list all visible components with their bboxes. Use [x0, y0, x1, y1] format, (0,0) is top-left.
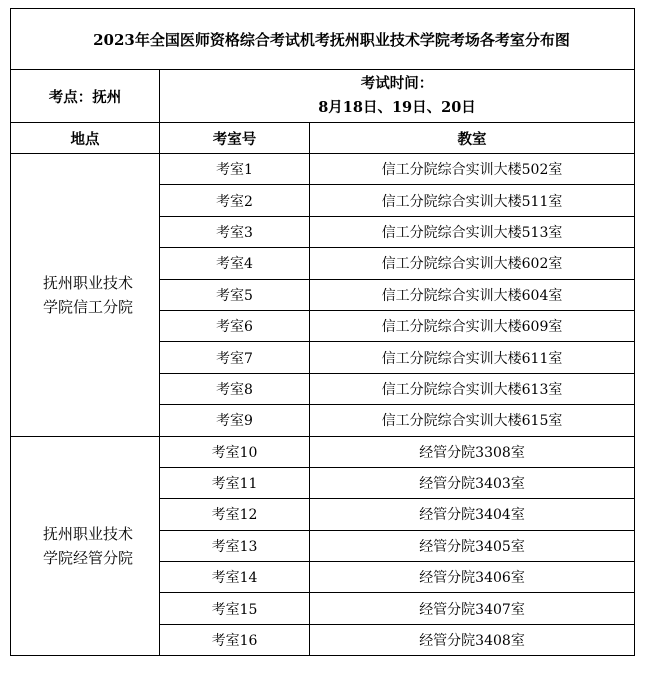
- room-number-cell: 考室11: [160, 467, 310, 498]
- exam-time-cell: [160, 70, 635, 123]
- classroom-cell: 信工分院综合实训大楼511室: [310, 185, 635, 216]
- classroom-cell: 信工分院综合实训大楼602室: [310, 248, 635, 279]
- location-line: 抚州职业技术: [42, 273, 133, 292]
- classroom-cell: 经管分院3404室: [310, 499, 635, 530]
- classroom-cell: 经管分院3403室: [310, 467, 635, 498]
- classroom-cell: 信工分院综合实训大楼609室: [310, 310, 635, 341]
- classroom-cell: 信工分院综合实训大楼513室: [310, 216, 635, 247]
- room-number-cell: 考室1: [160, 154, 310, 185]
- room-number-cell: 考室15: [160, 593, 310, 624]
- room-number-cell: 考室10: [160, 436, 310, 467]
- classroom-cell: 经管分院3405室: [310, 530, 635, 561]
- classroom-cell: 信工分院综合实训大楼615室: [310, 405, 635, 436]
- exam-room-document: [10, 8, 635, 656]
- room-number-cell: 考室13: [160, 530, 310, 561]
- header-classroom: 教室: [310, 123, 635, 154]
- room-number-cell: 考室16: [160, 624, 310, 655]
- room-number-cell: 考室8: [160, 373, 310, 404]
- room-number-cell: 考室9: [160, 405, 310, 436]
- header-location: 地点: [11, 123, 160, 154]
- location-cell: [11, 154, 160, 437]
- header-row: [11, 123, 635, 154]
- exam-site-label: 考点：抚州: [11, 70, 160, 123]
- room-number-cell: 考室6: [160, 310, 310, 341]
- classroom-cell: 信工分院综合实训大楼502室: [310, 154, 635, 185]
- classroom-cell: 经管分院3406室: [310, 562, 635, 593]
- classroom-cell: 经管分院3407室: [310, 593, 635, 624]
- classroom-cell: 经管分院3308室: [310, 436, 635, 467]
- location-line: 抚州职业技术: [42, 524, 133, 543]
- header-room-no: 考室号: [160, 123, 310, 154]
- location-line: 学院经管分院: [42, 548, 133, 567]
- location-line: 学院信工分院: [42, 297, 133, 316]
- table-row: [11, 436, 635, 467]
- exam-time-dates: 8月18日、19日、20日: [318, 99, 476, 116]
- table-row: [11, 154, 635, 185]
- exam-time-label: 考试时间：: [360, 75, 434, 92]
- classroom-cell: 经管分院3408室: [310, 624, 635, 655]
- location-cell: [11, 436, 160, 656]
- room-number-cell: 考室4: [160, 248, 310, 279]
- exam-room-table: [10, 8, 635, 656]
- room-number-cell: 考室12: [160, 499, 310, 530]
- room-number-cell: 考室2: [160, 185, 310, 216]
- room-number-cell: 考室14: [160, 562, 310, 593]
- room-number-cell: 考室5: [160, 279, 310, 310]
- classroom-cell: 信工分院综合实训大楼611室: [310, 342, 635, 373]
- site-time-row: [11, 70, 635, 123]
- title-row: [11, 9, 635, 70]
- classroom-cell: 信工分院综合实训大楼613室: [310, 373, 635, 404]
- room-number-cell: 考室7: [160, 342, 310, 373]
- classroom-cell: 信工分院综合实训大楼604室: [310, 279, 635, 310]
- document-title: 2023年全国医师资格综合考试机考抚州职业技术学院考场各考室分布图: [11, 9, 635, 70]
- room-number-cell: 考室3: [160, 216, 310, 247]
